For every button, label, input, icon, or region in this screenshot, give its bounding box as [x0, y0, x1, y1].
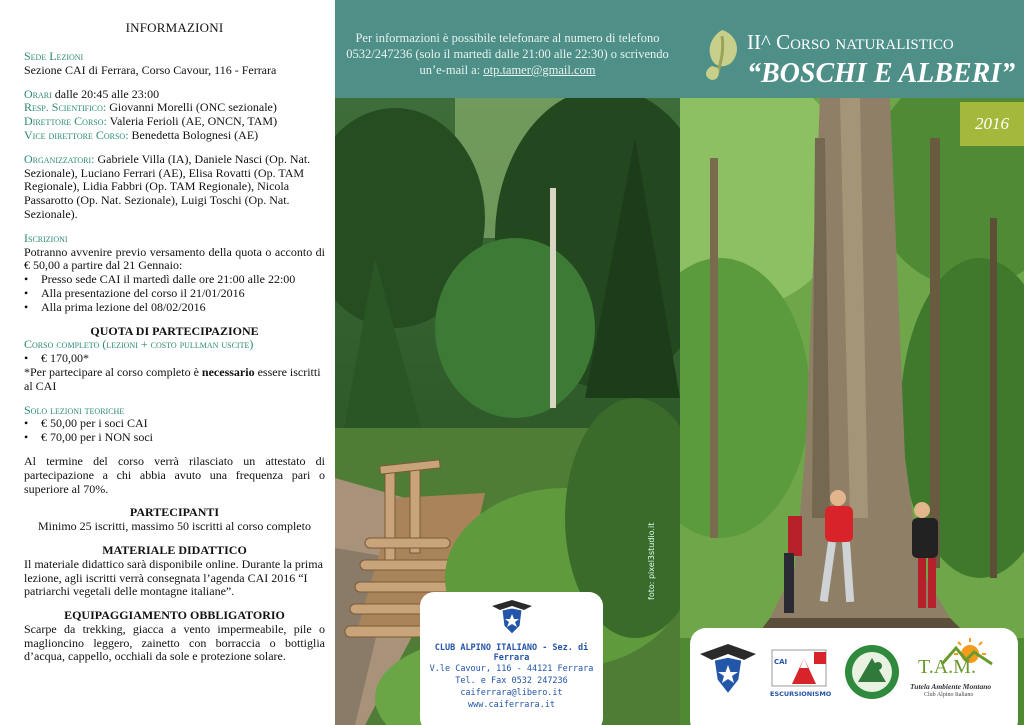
course-type: Corso naturalistico: [776, 30, 954, 54]
tam-logo-club: Club Alpino Italiano: [924, 692, 974, 698]
iscr-list: [24, 273, 325, 314]
cai-website[interactable]: www.caiferrara.it: [468, 700, 555, 710]
info-panel: [0, 0, 335, 725]
resp-text: Giovanni Morelli (ONC sezionale): [106, 100, 277, 115]
cai-email[interactable]: caiferrara@libero.it: [460, 688, 563, 698]
course-subtitle: [747, 30, 954, 55]
leaf-icon: [702, 26, 744, 82]
note-bold: necessario: [201, 364, 255, 379]
attestato-text: Al termine del corso verrà rilasciato un attestato di partecipazione a chi abbia avuto una frequenza pari o superiore al 70%.: [24, 453, 325, 496]
completo-list: [24, 352, 325, 366]
tam-logo-text: T.A.M.: [918, 656, 976, 678]
vdir-text: Benedetta Bolognesi (AE): [128, 127, 259, 142]
sede-block: [24, 50, 325, 78]
vdir-label: Vice direttore Corso:: [24, 127, 129, 142]
org-block: [24, 153, 325, 222]
dir-label: Direttore Corso:: [24, 114, 107, 129]
completo-note: [24, 366, 325, 394]
list-item: • Alla presentazione del corso il 21/01/2016: [24, 287, 325, 301]
list-item: • Presso sede CAI il martedì dalle ore 21:00 alle 22:00: [24, 273, 325, 287]
teoriche-list: [24, 417, 325, 445]
materiale-title: MATERIALE DIDATTICO: [102, 542, 247, 557]
sede-text: Sezione CAI di Ferrara, Corso Cavour, 116 - Ferrara: [24, 62, 277, 77]
equip-text: Scarpe da trekking, giacca a vento impermeabile, pile o maglioncino leggero, zainetto con borraccia o bottiglia d’acqua, cappello, occhiali da sole e protezione solare.: [24, 621, 325, 664]
contact-band: [335, 0, 680, 98]
sede-label: Sede Lezioni: [24, 49, 84, 63]
materiale-text: Il materiale didattico sarà disponibile online. Durante la prima lezione, agli iscritti verrà consegnata l’agenda CAI 2016 “I patriarchi vegetali delle montagne italiane”.: [24, 556, 323, 599]
partecipanti-block: [24, 506, 325, 534]
cai-address: V.le Cavour, 116 - 44121 Ferrara: [429, 664, 594, 674]
partner-logos: [690, 628, 1018, 725]
orari-text: dalle 20:45 alle 23:00: [51, 86, 160, 101]
list-item: • € 70,00 per i NON soci: [24, 431, 325, 445]
tam-logo-subtext: Tutela Ambiente Montano: [910, 682, 992, 691]
equip-block: [24, 609, 325, 664]
cai-phone: Tel. e Fax 0532 247236: [455, 676, 568, 686]
escursionismo-logo-text: ESCURSIONISMO: [770, 690, 832, 698]
partecipanti-text: Minimo 25 iscritti, massimo 50 iscritti al corso completo: [38, 519, 311, 534]
dir-text: Valeria Ferioli (AE, ONCN, TAM): [106, 114, 278, 129]
completo-label: Corso completo (lezioni + costo pullman uscite): [24, 337, 254, 352]
org-text: Gabriele Villa (IA), Daniele Nasci (Op. Nat. Sezionale), Luciano Ferrari (AE), Elisa Rovatti (Op. TAM Regionale), Lidia Fabbri (Op. TAM Regionale), Nicola Passarotto (Op. Nat. Sezionale), Luigi Toschi (Op. Nat. Sezionale).: [24, 151, 311, 221]
contact-email-link[interactable]: otp.tamer@gmail.com: [483, 63, 596, 77]
cai-org-name: CLUB ALPINO ITALIANO - Sez. di Ferrara: [434, 643, 589, 663]
materiale-block: [24, 544, 325, 599]
course-title: “BOSCHI E ALBERI”: [747, 58, 1016, 89]
cai-contact-card: [420, 592, 603, 725]
list-item: • Alla prima lezione del 08/02/2016: [24, 301, 325, 315]
resp-label: Resp. Scientifico:: [24, 100, 107, 115]
equip-title: EQUIPAGGIAMENTO OBBLIGATORIO: [64, 608, 285, 623]
list-item: • € 170,00*: [24, 352, 325, 366]
quota-title: QUOTA DI PARTECIPAZIONE: [90, 323, 259, 338]
info-title: INFORMAZIONI: [125, 20, 224, 35]
iscr-label: Iscrizioni: [24, 230, 68, 245]
iscr-text: Potranno avvenire previo versamento della quota o acconto di € 50,00 a partire dal 21 Gennaio:: [24, 244, 325, 273]
year-badge: 2016: [960, 102, 1024, 146]
orari-label: Orari: [24, 86, 52, 101]
partecipanti-title: PARTECIPANTI: [129, 505, 220, 520]
org-label: Organizzatori:: [24, 151, 95, 166]
orari-block: [24, 88, 325, 143]
contact-text: Per informazioni è possibile telefonare al numero di telefono 0532/247236 (solo il martedì dalle 21:00 alle 22:30) o scrivendo un’e-mail a:: [346, 31, 669, 77]
quota-block: [24, 325, 325, 445]
iscr-block: [24, 232, 325, 315]
list-item: • € 50,00 per i soci CAI: [24, 417, 325, 431]
note-part: *Per partecipare al corso completo è: [24, 364, 202, 379]
cover-panel: [680, 0, 1024, 725]
contact-panel: [335, 0, 680, 725]
cai-eagle-logo-icon: [698, 640, 758, 698]
course-number: II^: [747, 30, 777, 54]
cai-eagle-logo-icon: [490, 596, 534, 636]
nature-operators-logo-icon: [842, 642, 902, 702]
photo-credit: foto: pixel3studio.it: [647, 522, 656, 600]
cai-logo-text: CAI: [774, 658, 788, 666]
title-band: [680, 0, 1024, 98]
note-part: essere iscritti al CAI: [24, 364, 321, 393]
teoriche-label: Solo lezioni teoriche: [24, 402, 125, 417]
